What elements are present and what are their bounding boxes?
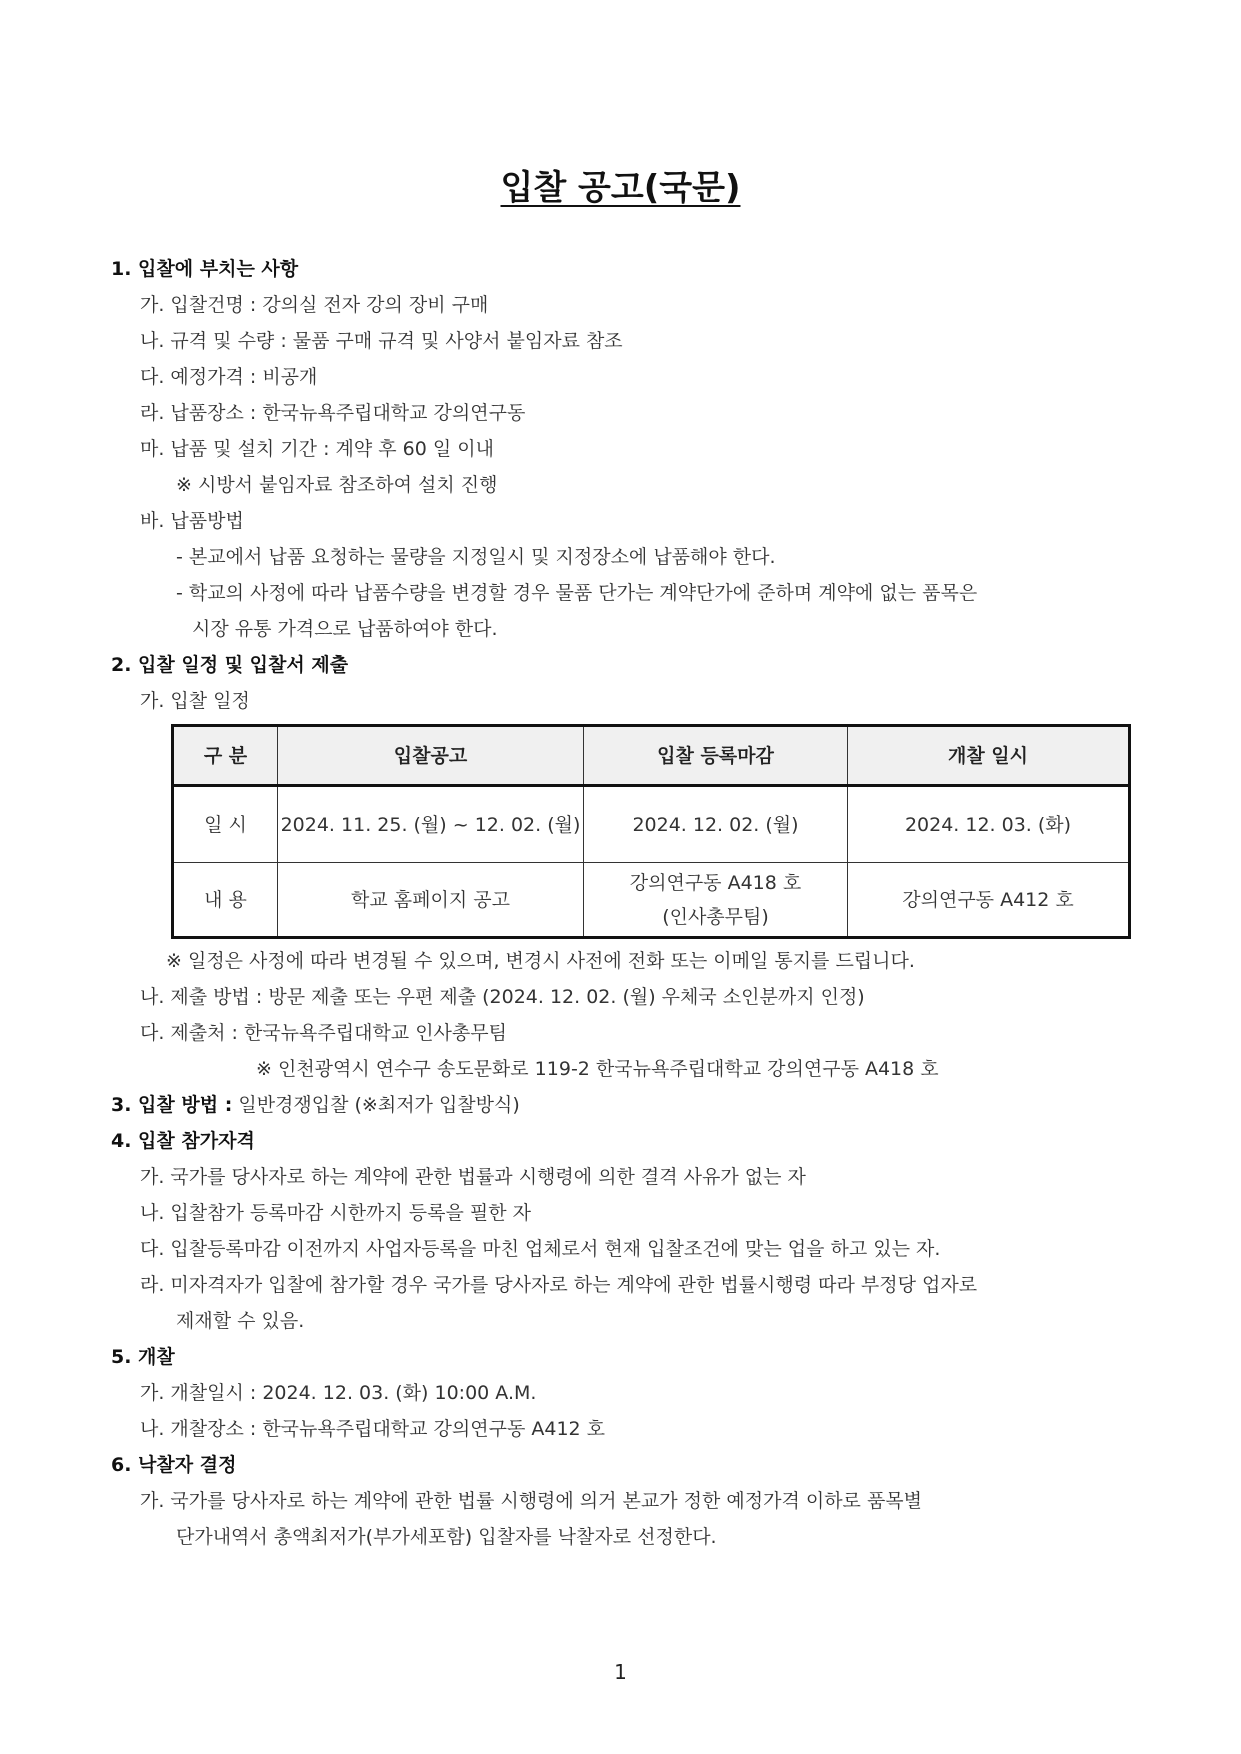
section-5-heading: 5. 개찰: [111, 1346, 175, 1368]
table-divider: [174, 862, 1128, 863]
table-header-registration-deadline: 입찰 등록마감: [584, 727, 847, 784]
table-divider: [277, 727, 278, 936]
s4-item-ra-b: 제재할 수 있음.: [176, 1310, 305, 1332]
table-cell-opening-date: 2024. 12. 03. (화): [904, 813, 1072, 836]
s1-item-ba-1: - 본교에서 납품 요청하는 물량을 지정일시 및 지정장소에 납품해야 한다.: [176, 546, 776, 568]
s1-item-ma-note: ※ 시방서 붙임자료 참조하여 설치 진행: [176, 474, 498, 496]
table-divider: [583, 727, 584, 936]
s6-item-ga-b: 단가내역서 총액최저가(부가세포함) 입찰자를 낙찰자로 선정한다.: [176, 1526, 717, 1548]
table-divider: [847, 727, 848, 936]
section-3-text: 일반경쟁입찰 (※최저가 입찰방식): [238, 1094, 520, 1116]
s2-item-na: 나. 제출 방법 : 방문 제출 또는 우편 제출 (2024. 12. 02. (월) 우체국 소인분까지 인정): [140, 986, 865, 1008]
s1-item-da: 다. 예정가격 : 비공개: [140, 366, 318, 388]
page-title: 입찰 공고(국문): [500, 168, 741, 208]
s1-item-ba-2a: - 학교의 사정에 따라 납품수량을 변경할 경우 물품 단가는 계약단가에 준하며 계약에 없는 품목은: [176, 582, 978, 604]
table-row-label-date: 일 시: [204, 813, 247, 836]
table-header-announcement: 입찰공고: [278, 727, 583, 784]
s1-item-ma: 마. 납품 및 설치 기간 : 계약 후 60 일 이내: [140, 438, 494, 460]
s5-item-ga: 가. 개찰일시 : 2024. 12. 03. (화) 10:00 A.M.: [140, 1382, 537, 1404]
s1-item-ba-2b: 시장 유통 가격으로 납품하여야 한다.: [192, 618, 498, 640]
section-6-heading: 6. 낙찰자 결정: [111, 1454, 237, 1476]
s1-item-na: 나. 규격 및 수량 : 물품 구매 규격 및 사양서 붙임자료 참조: [140, 330, 623, 352]
s4-item-ra-a: 라. 미자격자가 입찰에 참가할 경우 국가를 당사자로 하는 계약에 관한 법률시행령 따라 부정당 업자로: [140, 1274, 978, 1296]
s2-item-da-note: ※ 인천광역시 연수구 송도문화로 119-2 한국뉴욕주립대학교 강의연구동 A418 호: [256, 1058, 939, 1080]
table-cell-announcement-content: 학교 홈페이지 공고: [351, 888, 510, 911]
section-4-heading: 4. 입찰 참가자격: [111, 1130, 255, 1152]
s4-item-da: 다. 입찰등록마감 이전까지 사업자등록을 마친 업체로서 현재 입찰조건에 맞는 업을 하고 있는 자.: [140, 1238, 941, 1260]
page-number: 1: [614, 1660, 627, 1684]
s4-item-ga: 가. 국가를 당사자로 하는 계약에 관한 법률과 시행령에 의한 결격 사유가 없는 자: [140, 1166, 806, 1188]
s4-item-na: 나. 입찰참가 등록마감 시한까지 등록을 필한 자: [140, 1202, 532, 1224]
deadline-location: 강의연구동 A418 호: [629, 871, 802, 894]
s1-item-ra: 라. 납품장소 : 한국뉴욕주립대학교 강의연구동: [140, 402, 526, 424]
table-header-opening-date: 개찰 일시: [848, 727, 1128, 784]
deadline-team: (인사총무팀): [662, 905, 769, 928]
table-cell-opening-content: 강의연구동 A412 호: [902, 888, 1074, 911]
table-cell-deadline-content: [584, 863, 847, 936]
s1-item-ga: 가. 입찰건명 : 강의실 전자 강의 장비 구매: [140, 294, 489, 316]
s2-table-note: ※ 일정은 사정에 따라 변경될 수 있으며, 변경시 사전에 전화 또는 이메일 통지를 드립니다.: [166, 950, 915, 972]
s2-item-ga: 가. 입찰 일정: [140, 690, 250, 712]
s5-item-na: 나. 개찰장소 : 한국뉴욕주립대학교 강의연구동 A412 호: [140, 1418, 606, 1440]
section-1-heading: 1. 입찰에 부치는 사항: [111, 258, 299, 280]
table-cell-deadline-date: 2024. 12. 02. (월): [632, 813, 799, 836]
table-cell-announcement-date: 2024. 11. 25. (월) ~ 12. 02. (월): [280, 813, 581, 836]
s6-item-ga-a: 가. 국가를 당사자로 하는 계약에 관한 법률 시행령에 의거 본교가 정한 예정가격 이하로 품목별: [140, 1490, 923, 1512]
section-3-heading: 3. 입찰 방법 :: [111, 1094, 233, 1116]
table-header-category: 구 분: [174, 727, 277, 784]
table-divider: [174, 784, 1128, 787]
section-2-heading: 2. 입찰 일정 및 입찰서 제출: [111, 654, 349, 676]
s1-item-ba: 바. 납품방법: [140, 510, 244, 532]
table-row-label-content: 내 용: [204, 888, 247, 911]
section-3: [111, 1090, 520, 1120]
s2-item-da: 다. 제출처 : 한국뉴욕주립대학교 인사총무팀: [140, 1022, 507, 1044]
schedule-table: [171, 724, 1131, 939]
